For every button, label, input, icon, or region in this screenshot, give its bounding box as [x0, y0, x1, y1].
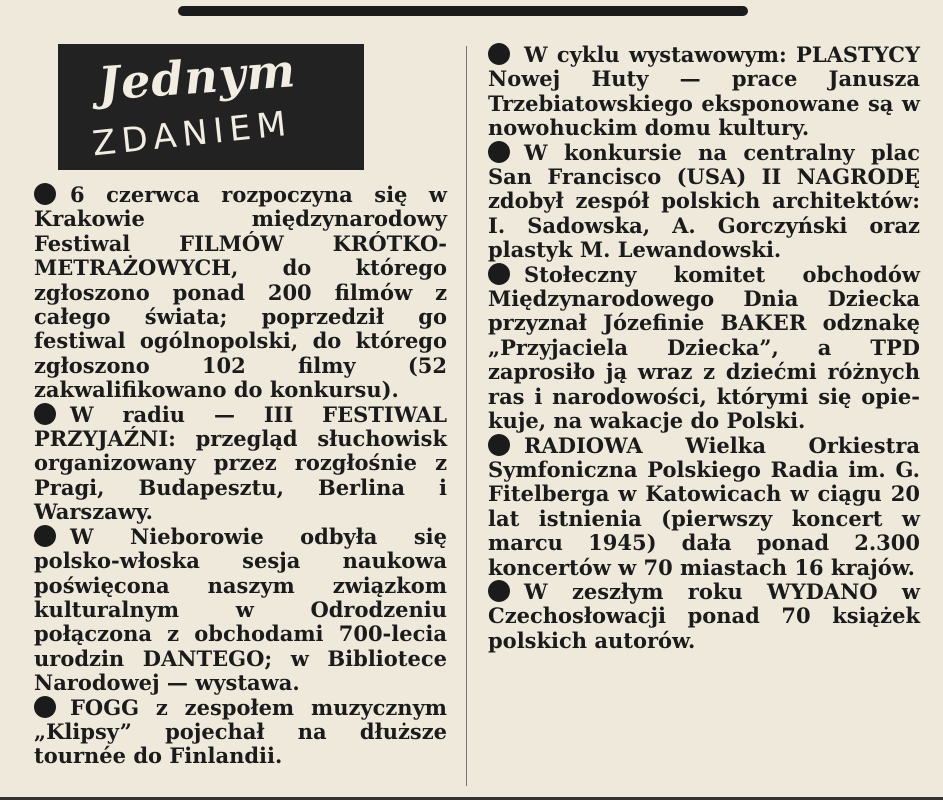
top-rule [178, 6, 748, 16]
news-item: RADIOWA Wielka Orkiestra Symfoniczna Polskiego Radia im. G. Fitelberga w Katowicach w ciągu 20 lat istnienia (pierwszy koncert w marcu 1945) dała ponad 2.300 koncertów w 70 miastach 16 krajów. [488, 432, 920, 580]
logo-subtitle: ZDANIEM [90, 103, 294, 165]
news-item: W Nieborowie odbyła się polsko-włoska sesja naukowa poświęcona naszym związkom kulturalnym w Odrodzeniu połączona z obchodami 700-lecia urodzin DANTEGO; w Bibliotece Narodowej — wystawa. [34, 523, 447, 696]
right-column [488, 43, 920, 653]
bullet-icon [488, 141, 510, 163]
section-logo [58, 44, 364, 170]
news-item: 6 czerwca rozpoczyna się w Krakowie międzynarodowy Festiwal FILMÓW KRÓTKOMETRAŻOWYCH, do którego zgłoszono ponad 200 filmów z całego świata; poprzedził go festiwal ogólnopolski, do którego zgłoszono 102 filmy (52 zakwalifikowano do konkursu). [34, 182, 447, 403]
left-column [34, 183, 447, 769]
logo-title: Jednym [96, 43, 298, 111]
bullet-icon [488, 580, 510, 602]
news-item: W zeszłym roku WYDANO w Czechosłowacji ponad 70 książek polskich autorów. [488, 578, 921, 653]
news-item: W radiu — III FESTIWAL PRZYJAŹNI: przegląd słuchowisk organizowany przez rozgłośnie z Pragi, Budapesztu, Berlina i Warszawy. [34, 401, 447, 525]
column-divider [466, 46, 467, 786]
bullet-icon [34, 183, 56, 205]
news-item: W konkursie na centralny plac San Francisco (USA) II NAGRODĘ zdobył zespół polskich architektów: I. Sadowska, A. Gorczyński oraz plastyk M. Lewandowski. [488, 139, 920, 263]
news-item: Stołeczny komitet obchodów Międzynarodowego Dnia Dziecka przyznał Józefinie BAKER odznakę „Przyjaciela Dziecka”, a TPD zaprosiło ją wraz z dziećmi różnych ras i narodowości, którymi się opiekuje, na wakacje do Polski. [488, 261, 920, 434]
bullet-icon [488, 43, 510, 65]
bullet-icon [34, 525, 56, 547]
bullet-icon [488, 263, 510, 285]
news-item: W cyklu wystawowym: PLASTYCY Nowej Huty — prace Janusza Trzebiatowskiego eksponowane są w nowohuckim domu kultury. [488, 42, 921, 141]
bullet-icon [34, 696, 56, 718]
bullet-icon [34, 403, 56, 425]
news-item: FOGG z zespołem muzycznym „Klipsy” pojechał na dłuższe tournée do Finlandii. [34, 694, 447, 769]
bullet-icon [488, 434, 510, 456]
